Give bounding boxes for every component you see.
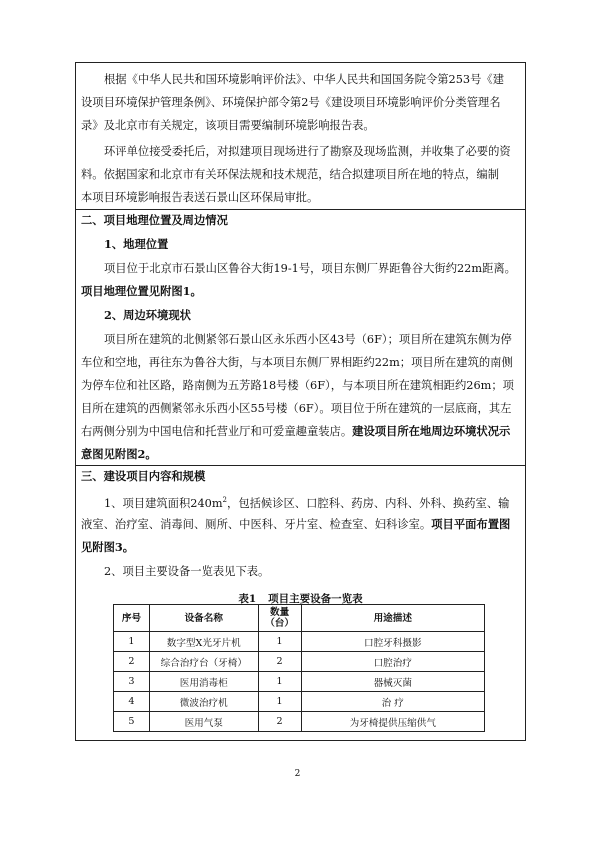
intro-line-4: 环评单位接受委托后，对拟建项目现场进行了勘察及现场监测，并收集了必要的资 [104,145,511,158]
sub1-title: 1、地理位置 [104,237,169,251]
header-name: 设备名称 [149,605,258,632]
intro-line-6: 本项目环境影响报告表送石景山区环保局审批。 [81,191,319,204]
table-row [114,712,485,732]
surroundings-figure-ref-tail: 意图见附图2。 [81,447,157,461]
page-number: 2 [294,769,301,779]
header-no: 序号 [114,605,150,632]
cell-no: 2 [114,652,150,672]
cell-qty: 2 [258,652,301,672]
cell-use: 器械灭菌 [301,672,484,692]
scale-line-2-text: 液室、治疗室、消毒间、厕所、中医科、牙片室、检查室、妇科诊室。 [81,518,432,531]
header-qty [258,605,301,632]
cell-qty: 1 [258,632,301,652]
header-qty-line-2: （台） [265,618,294,629]
cell-qty: 1 [258,672,301,692]
table-row [114,692,485,712]
table-row [114,672,485,692]
table-row [114,632,485,652]
scale-line-1-a: 1、项目建筑面积240m [104,496,223,510]
table-caption-title: 项目主要设备一览表 [268,593,363,605]
intro-line-3: 录》及北京市有关规定，该项目需要编制环境影响报告表。 [81,119,375,132]
section-divider [75,209,526,210]
surroundings-line-5-text: 右两侧分别为中国电信和托营业厅和可爱童趣童装店。 [81,425,353,438]
cell-use: 治 疗 [301,692,484,712]
surroundings-line-4: 目所在建筑的西侧紧邻永乐西小区55号楼（6F）。项目位于所在建筑的一层底商，其左 [81,402,512,415]
scale-figure-ref: 项目平面布置图 [431,517,511,531]
cell-name: 医用气泵 [149,712,258,732]
intro-line-2: 设项目环境保护管理条例》、环境保护部令第2号《建设项目环境影响评价分类管理名 [81,96,501,109]
cell-use: 为牙椅提供压缩供气 [301,712,484,732]
equipment-table [113,604,485,732]
cell-no: 1 [114,632,150,652]
cell-no: 3 [114,672,150,692]
cell-name: 微波治疗机 [149,692,258,712]
table-caption-number: 表1 [238,593,257,605]
surroundings-line-2: 车位和空地，再往东为鲁谷大街，与本项目东侧厂界相距约22m；项目所在建筑的南侧 [81,356,513,369]
surroundings-line-3: 为停车位和社区路，路南侧为五芳路18号楼（6F），与本项目所在建筑相距约26m；项 [81,379,514,392]
cell-no: 5 [114,712,150,732]
section3-title: 三、建设项目内容和规模 [81,469,206,483]
intro-line-1: 根据《中华人民共和国环境影响评价法》、中华人民共和国国务院令第253号《建 [104,73,505,86]
equipment-intro: 2、项目主要设备一览表见下表。 [104,565,270,578]
scale-figure-ref-tail: 见附图3。 [81,540,135,554]
surroundings-line-1: 项目所在建筑的北侧紧邻石景山区永乐西小区43号（6F）；项目所在建筑东侧为停 [104,333,512,346]
sub2-title: 2、周边环境现状 [104,308,191,322]
cell-no: 4 [114,692,150,712]
header-use: 用途描述 [301,605,484,632]
scale-line-2 [81,518,510,531]
surroundings-line-5 [81,425,510,438]
cell-name: 数字型X光牙片机 [149,632,258,652]
table-header-row [114,605,485,632]
section2-title: 二、项目地理位置及周边情况 [81,213,228,227]
cell-qty: 2 [258,712,301,732]
section-divider [75,465,526,466]
surroundings-figure-ref: 建设项目所在地周边环境状况示 [352,424,511,438]
cell-name: 综合治疗台（牙椅） [149,652,258,672]
table-row [114,652,485,672]
intro-line-5: 料。依据国家和北京市有关环保法规和技术规范，结合拟建项目所在地的特点，编制 [81,168,499,181]
cell-name: 医用消毒柜 [149,672,258,692]
scale-line-1 [104,494,509,510]
scale-superscript: 2 [222,496,228,504]
location-line-1: 项目位于北京市石景山区鲁谷大街19-1号，项目东侧厂界距鲁谷大街约22m距离。 [104,262,516,275]
cell-qty: 1 [258,692,301,712]
cell-use: 口腔牙科摄影 [301,632,484,652]
cell-use: 口腔治疗 [301,652,484,672]
location-line-2: 项目地理位置见附图1。 [81,284,202,298]
header-qty-line-1: 数量 [269,607,290,618]
scale-line-1-b: ，包括候诊区、口腔科、药房、内科、外科、换药室、输 [227,496,510,510]
